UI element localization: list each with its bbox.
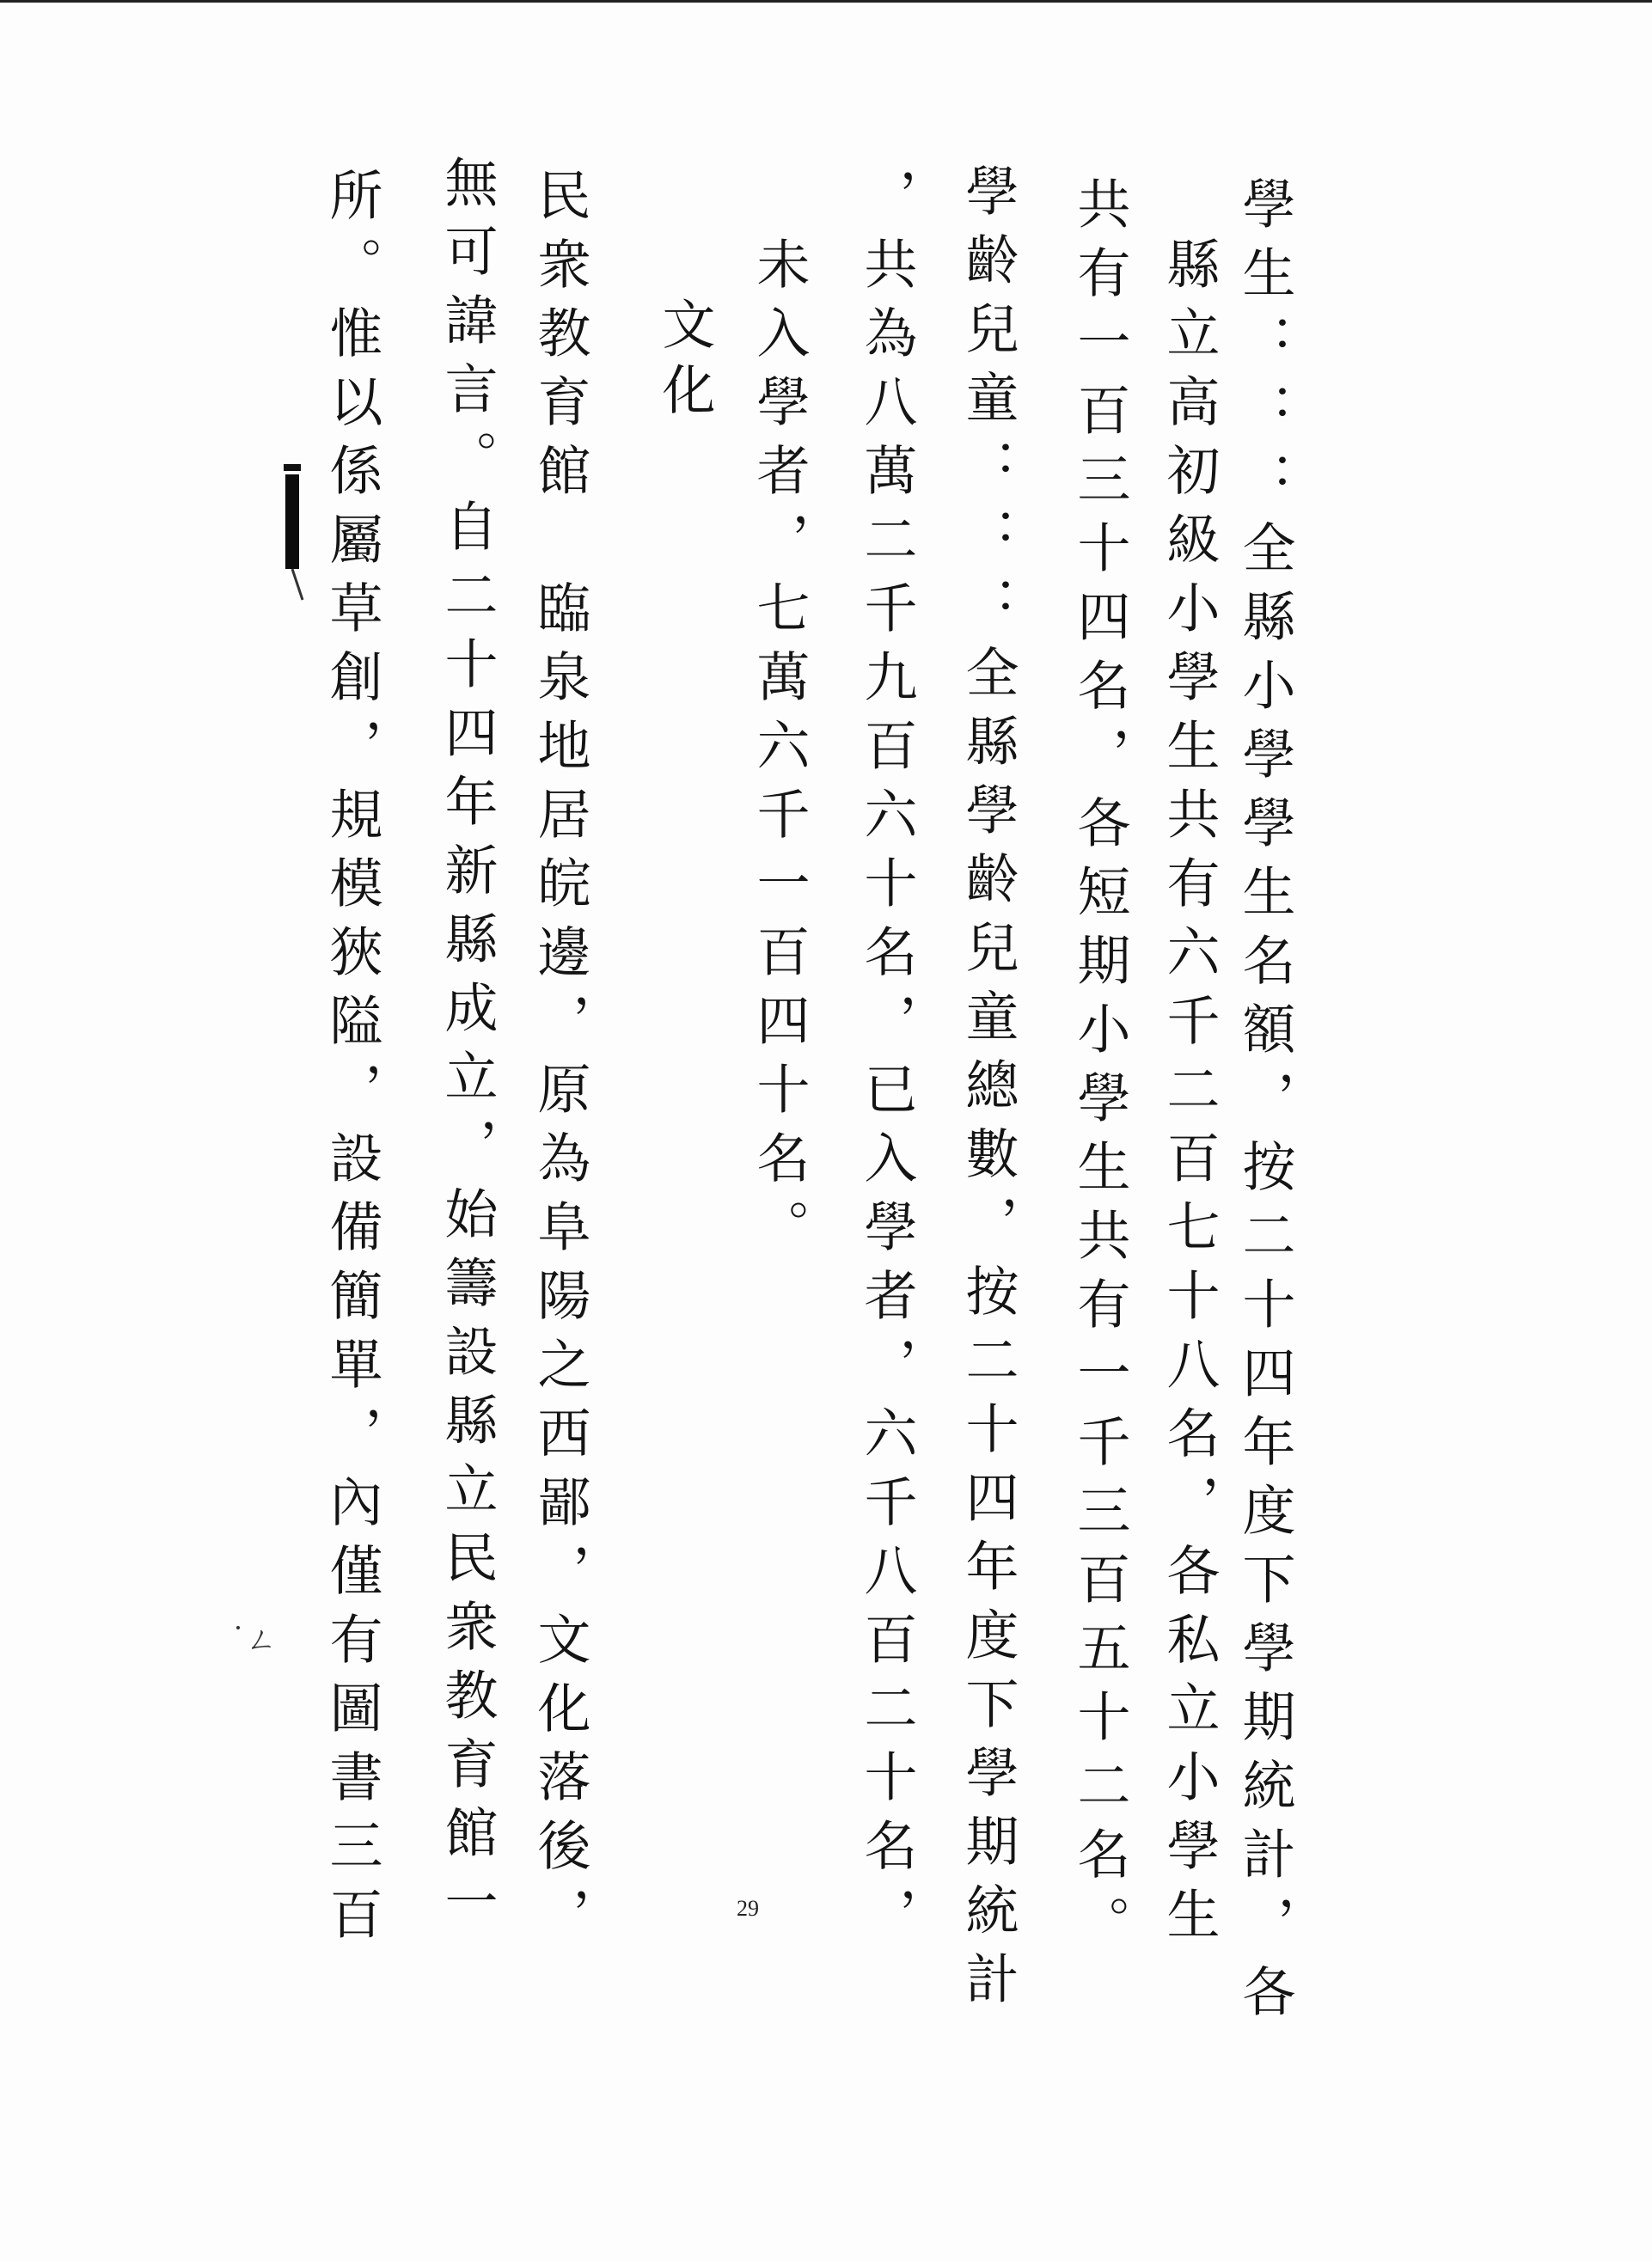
text-column-1: 學生：：：全縣小學學生名額，按二十四年度下學期統計，各 bbox=[1233, 176, 1296, 2033]
text-column-5: ，共為八萬二千九百六十名，已入學者，六千八百二十名， bbox=[855, 168, 918, 1955]
stray-ink-mark: ˙ㄥ bbox=[230, 1623, 278, 1658]
text-column-6: 未入學者，七萬六千一百四十名。 bbox=[748, 236, 811, 1268]
text-column-8: 無可諱言。自二十四年新縣成立，始籌設縣立民衆教育館一 bbox=[436, 155, 499, 1942]
text-column-3: 共有一百三十四名，各短期小學生共有一千三百五十二名。 bbox=[1068, 176, 1131, 1964]
section-heading-culture: 文化 bbox=[653, 297, 716, 427]
text-column-4: 學齡兒童：：：全縣學齡兒童總數，按二十四年度下學期統計 bbox=[957, 163, 1019, 2020]
text-column-7: 民衆教育館 臨泉地居皖邊，原為阜陽之西鄙，文化落後， bbox=[529, 168, 591, 1955]
top-border-line bbox=[0, 0, 1652, 3]
margin-ink-mark bbox=[280, 464, 304, 602]
text-column-2: 縣立高初級小學生共有六千二百七十八名，各私立小學生 bbox=[1158, 236, 1221, 1955]
text-column-9: 所。惟以係屬草創，規模狹隘，設備簡單，內僅有圖書三百 bbox=[321, 168, 383, 1955]
page-number: 29 bbox=[737, 1896, 759, 1921]
